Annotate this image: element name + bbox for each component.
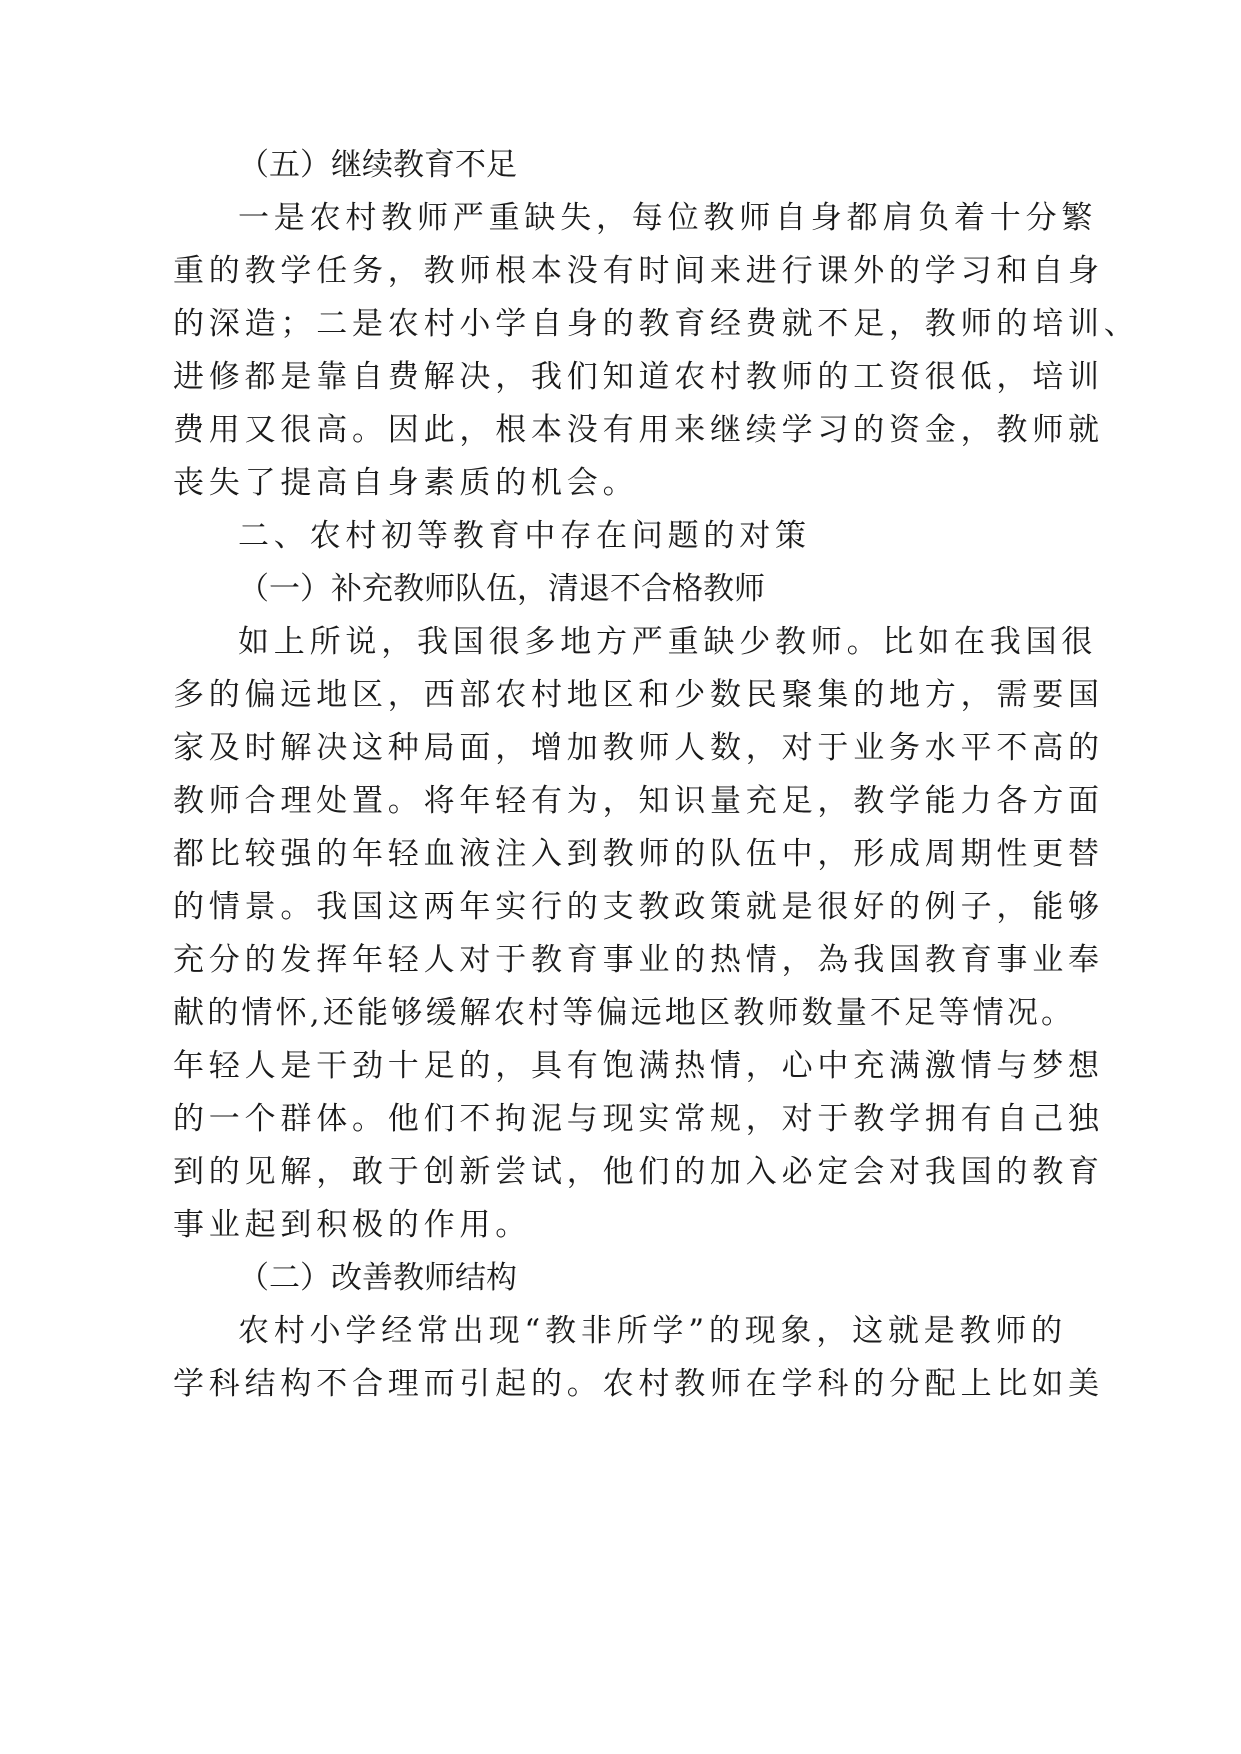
paragraph-line <box>0 1355 1241 1413</box>
section-heading-text: （五）继续教育不足 <box>238 147 517 183</box>
paragraph-line <box>0 666 1241 724</box>
paragraph-line-text: 事业起到积极的作用。 <box>173 1207 531 1243</box>
paragraph-line <box>0 189 1241 247</box>
section-heading <box>0 560 1241 618</box>
paragraph-line-text: 的一个群体。他们不拘泥与现实常规，对于教学拥有自己独 <box>173 1101 1104 1137</box>
paragraph-line-text: 进修都是靠自费解决，我们知道农村教师的工资很低，培训 <box>173 359 1104 395</box>
paragraph-line-text: 献的情怀,还能够缓解农村等偏远地区教师数量不足等情况。 <box>173 995 1076 1031</box>
section-heading <box>0 136 1241 194</box>
paragraph-line <box>0 878 1241 936</box>
paragraph-line <box>0 984 1241 1042</box>
paragraph-line <box>0 719 1241 777</box>
paragraph-line <box>0 825 1241 883</box>
paragraph-line <box>0 1090 1241 1148</box>
paragraph-line <box>0 1037 1241 1095</box>
paragraph-line <box>0 931 1241 989</box>
paragraph-line-text: 学科结构不合理而引起的。农村教师在学科的分配上比如美 <box>173 1366 1104 1402</box>
paragraph-line <box>0 348 1241 406</box>
paragraph-line <box>0 1196 1241 1254</box>
paragraph-line-text: 年轻人是干劲十足的，具有饱满热情，心中充满激情与梦想 <box>173 1048 1104 1084</box>
paragraph-line <box>0 295 1241 353</box>
paragraph-line-text: 多的偏远地区，西部农村地区和少数民聚集的地方，需要国 <box>173 677 1104 713</box>
paragraph-line <box>0 772 1241 830</box>
section-heading <box>0 507 1241 565</box>
paragraph-line-text: 重的教学任务，教师根本没有时间来进行课外的学习和自身 <box>173 253 1104 289</box>
section-heading-text: （二）改善教师结构 <box>238 1260 517 1296</box>
paragraph-line-text: 的情景。我国这两年实行的支教政策就是很好的例子，能够 <box>173 889 1104 925</box>
paragraph-line-text: 费用又很高。因此，根本没有用来继续学习的资金，教师就 <box>173 412 1104 448</box>
section-heading-text: （一）补充教师队伍，清退不合格教师 <box>238 571 765 607</box>
paragraph-line-text: 农村小学经常出现“教非所学”的现象，这就是教师的 <box>238 1313 1067 1349</box>
paragraph-line <box>0 242 1241 300</box>
paragraph-line-text: 的深造；二是农村小学自身的教育经费就不足，教师的培训、 <box>173 306 1140 342</box>
paragraph-line-text: 充分的发挥年轻人对于教育事业的热情，為我国教育事业奉 <box>173 942 1104 978</box>
paragraph-line <box>0 454 1241 512</box>
paragraph-line <box>0 401 1241 459</box>
section-heading <box>0 1249 1241 1307</box>
paragraph-line-text: 丧失了提高自身素质的机会。 <box>173 465 639 501</box>
paragraph-line <box>0 1143 1241 1201</box>
section-heading-text: 二、农村初等教育中存在问题的对策 <box>238 518 811 554</box>
paragraph-line <box>0 1302 1241 1360</box>
paragraph-line <box>0 613 1241 671</box>
paragraph-line-text: 教师合理处置。将年轻有为，知识量充足，教学能力各方面 <box>173 783 1104 819</box>
paragraph-line-text: 到的见解，敢于创新尝试，他们的加入必定会对我国的教育 <box>173 1154 1104 1190</box>
paragraph-line-text: 如上所说，我国很多地方严重缺少教师。比如在我国很 <box>238 624 1098 660</box>
paragraph-line-text: 家及时解决这种局面，增加教师人数，对于业务水平不高的 <box>173 730 1104 766</box>
paragraph-line-text: 都比较强的年轻血液注入到教师的队伍中，形成周期性更替 <box>173 836 1104 872</box>
paragraph-line-text: 一是农村教师严重缺失，每位教师自身都肩负着十分繁 <box>238 200 1098 236</box>
